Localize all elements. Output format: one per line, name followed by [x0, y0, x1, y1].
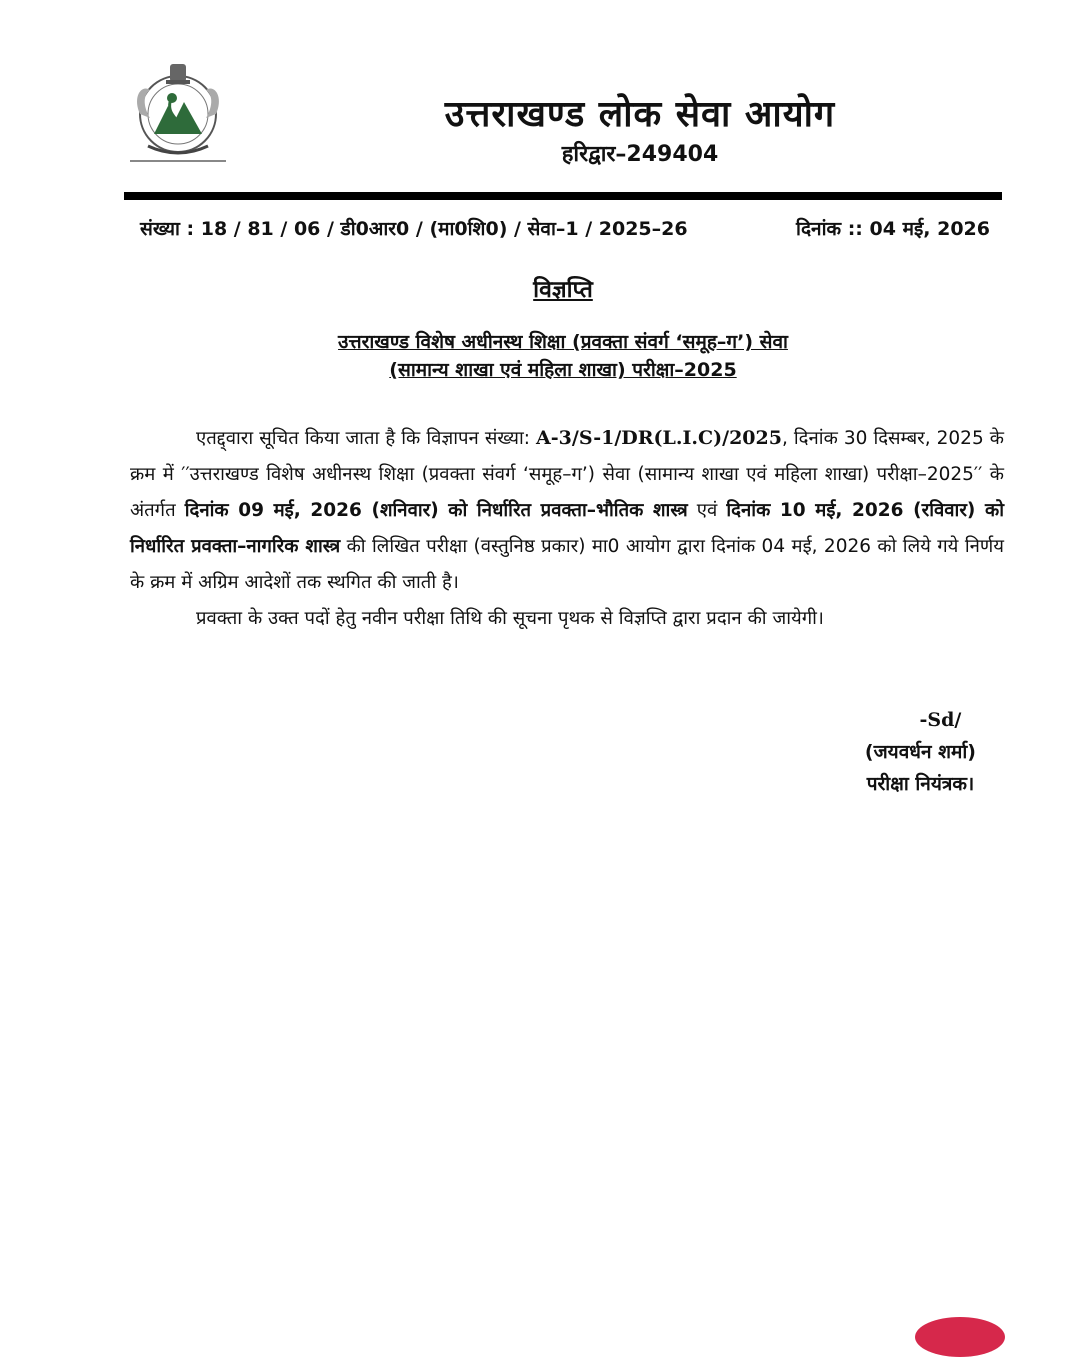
p1-text-2: , दिनांक 30 दिसम्बर, 2025 के क्रम में ′′उत्तराखण्ड विशेष अधीनस्थ शिक्षा (प्रवक्ता संवर्ग ‘समूह–ग’) सेवा (सामान्य शाखा एवं महिला शाखा) परीक्षा–2025′′ के अंतर्गत [130, 428, 1004, 521]
notice-heading: विज्ञप्ति [533, 277, 593, 303]
exam-title-line-1: उत्तराखण्ड विशेष अधीनस्थ शिक्षा (प्रवक्ता संवर्ग ‘समूह–ग’) सेवा [338, 331, 788, 353]
exam-title [124, 328, 1002, 384]
p1-text-1: एतद्द्वारा सूचित किया जाता है कि विज्ञापन संख्या: [196, 428, 537, 449]
p1-bold-civics: दिनांक 10 मई, 2026 (रविवार) को निर्धारित प्रवक्ता–नागरिक शास्त्र [130, 500, 1004, 557]
exam-title-line-2: (सामान्य शाखा एवं महिला शाखा) परीक्षा–2025 [389, 359, 737, 381]
commission-seal-logo [128, 56, 228, 168]
p1-bold-physics: दिनांक 09 मई, 2026 (शनिवार) को निर्धारित प्रवक्ता–भौतिक शास्त्र [184, 500, 688, 521]
commission-title: उत्तराखण्ड लोक सेवा आयोग [444, 94, 836, 135]
corner-red-mark [915, 1317, 1005, 1357]
reference-number: संख्या : 18 / 81 / 06 / डी0आर0 / (मा0शि0) / सेवा–1 / 2025–26 [140, 218, 688, 240]
header-divider [124, 192, 1002, 200]
signatory-name: (जयवर्धन शर्मा) [864, 741, 976, 763]
reference-date: दिनांक :: 04 मई, 2026 [796, 218, 990, 240]
commission-address: हरिद्वार–249404 [561, 142, 719, 167]
signature-block [865, 704, 976, 800]
body-paragraph-1 [130, 420, 1004, 601]
body-paragraph-2: प्रवक्ता के उक्त पदों हेतु नवीन परीक्षा तिथि की सूचना पृथक से विज्ञप्ति द्वारा प्रदान की जायेगी। [196, 608, 824, 629]
reference-row [140, 215, 990, 241]
advertisement-number: A-3/S-1/DR(L.I.C)/2025 [536, 427, 782, 449]
p1-text-3: एवं [687, 500, 727, 521]
notice-body [130, 420, 1004, 637]
signatory-designation: परीक्षा नियंत्रक। [866, 773, 975, 795]
signature-sd: -Sd/ [919, 709, 962, 731]
seal-emblem-icon [128, 56, 228, 168]
p1-text-4: की लिखित परीक्षा (वस्तुनिष्ठ प्रकार) मा0 आयोग द्वारा दिनांक 04 मई, 2026 को लिये गये निर्णय के क्रम में अग्रिम आदेशों तक स्थगित की जाती है। [130, 536, 1004, 593]
